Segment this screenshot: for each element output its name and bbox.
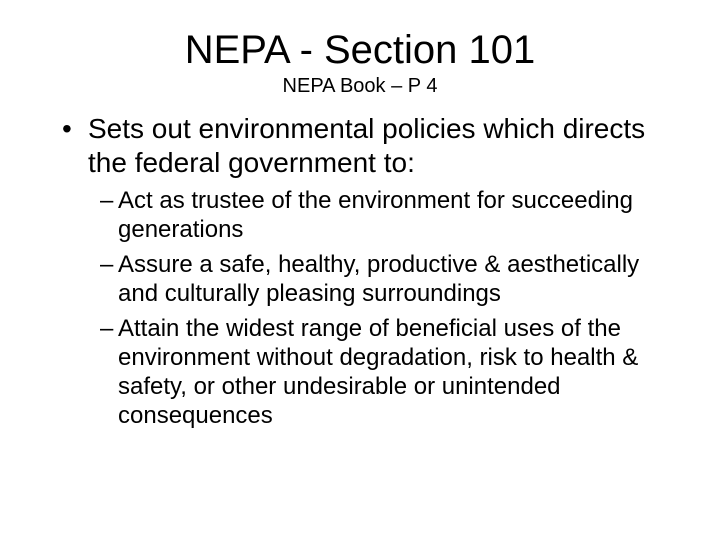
subbullet-text: Attain the widest range of beneficial uses of the environment without degradation, risk to health & safety, or other undesirable or unintended consequences: [118, 315, 639, 429]
slide-subtitle: NEPA Book – P 4: [282, 75, 438, 97]
subbullet-marker: –: [100, 315, 114, 342]
title-block: [0, 26, 720, 98]
subbullet-marker: –: [100, 251, 114, 278]
subbullet-item: [62, 186, 662, 244]
subbullet-item: [62, 314, 662, 430]
slide-content: [62, 112, 662, 436]
main-bullet-text: Sets out environmental policies which directs the federal government to:: [88, 113, 646, 178]
subbullet-text: Assure a safe, healthy, productive & aesthetically and culturally pleasing surroundings: [118, 251, 640, 307]
subbullet-list: [62, 186, 662, 430]
subbullet-item: [62, 250, 662, 308]
subbullet-marker: –: [100, 187, 114, 214]
bullet-marker: •: [62, 113, 72, 144]
subbullet-text: Act as trustee of the environment for succeeding generations: [118, 187, 633, 243]
main-bullet: [62, 112, 662, 180]
slide-title: NEPA - Section 101: [184, 28, 536, 72]
